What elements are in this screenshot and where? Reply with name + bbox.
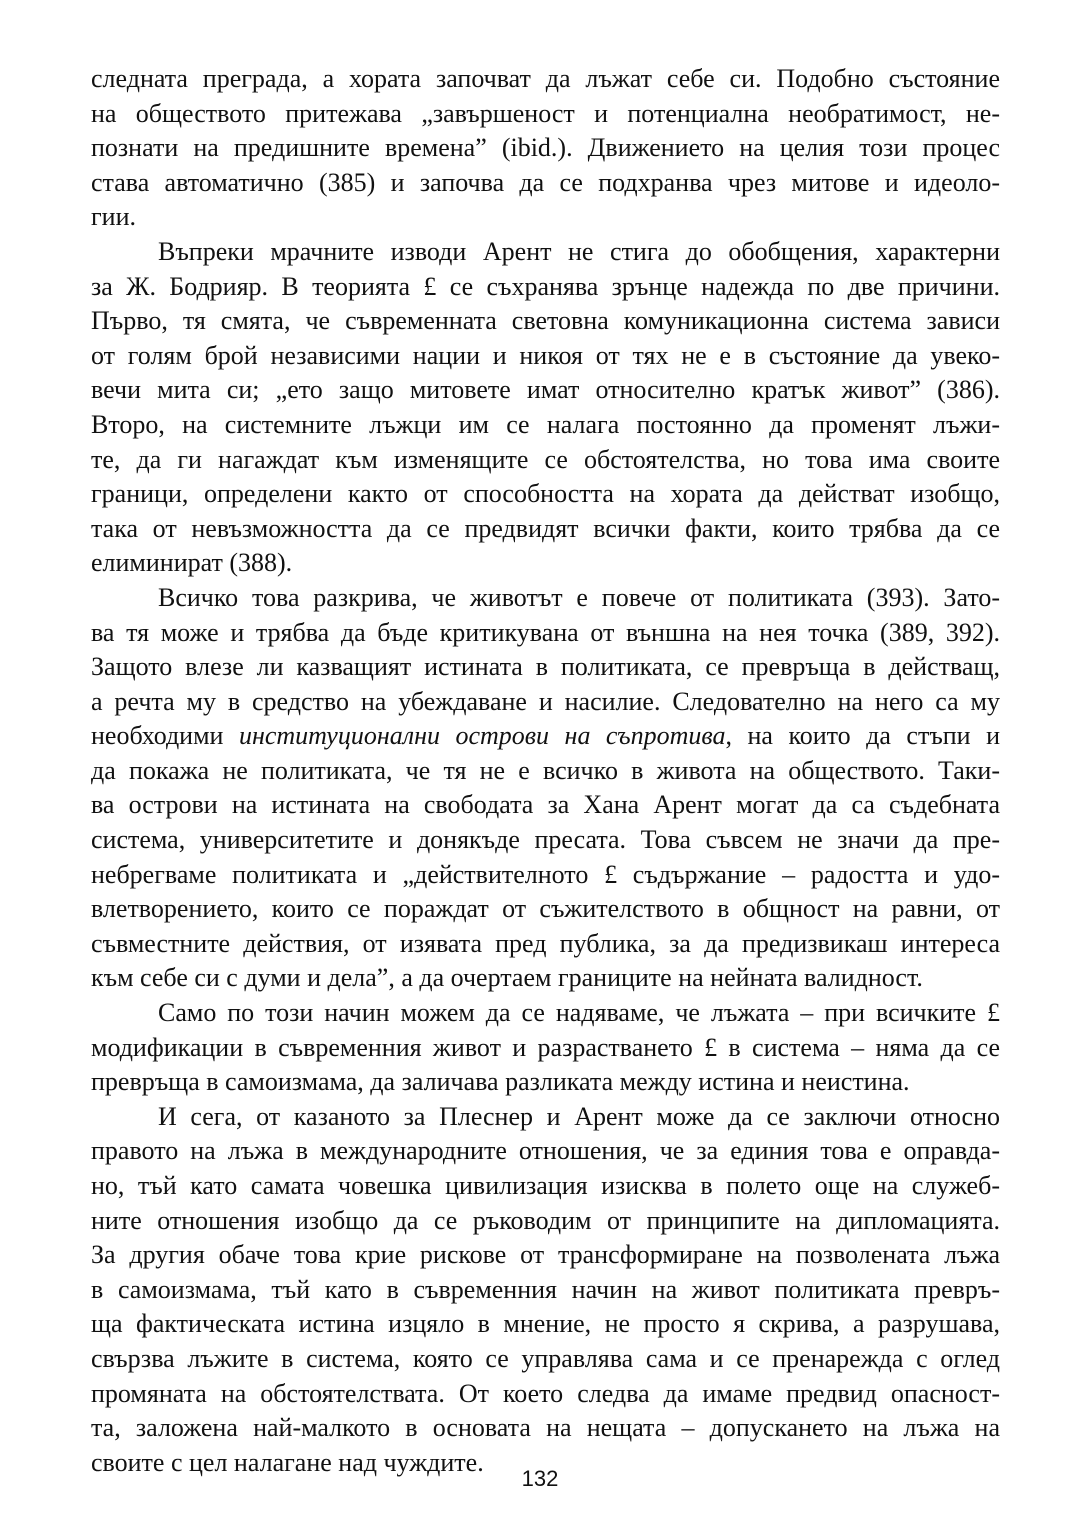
text-run: ва тя може и трябва да бъде критикувана от външна на нея точка (389, 392). (91, 617, 1000, 647)
text-line (91, 927, 1000, 962)
text-run: небрегваме политиката и „действителното £ съдържание – радостта и удо- (91, 859, 1000, 889)
text-line (91, 858, 1000, 893)
text-run: гии. (91, 202, 136, 232)
text-run: вечи мита си; „ето защо митовете имат относително кратък живот” (386). (91, 375, 1000, 405)
text-line (91, 1307, 1000, 1342)
text-line (91, 546, 1000, 581)
text-line (91, 373, 1000, 408)
text-run: необходими (91, 721, 239, 751)
text-run: Второ, на системните лъжци им се налага постоянно да променят лъжи- (91, 409, 1000, 439)
text-run: Първо, тя смята, че съвременната световна комуникационна система зависи (91, 306, 1000, 336)
text-line (91, 270, 1000, 305)
text-line (91, 339, 1000, 374)
text-line (91, 961, 1000, 996)
text-line (91, 1100, 1000, 1135)
text-run: елиминират (388). (91, 548, 293, 578)
text-line (91, 823, 1000, 858)
text-line (91, 650, 1000, 685)
text-run: Всичко това разкрива, че животът е повече от политиката (393). Зато- (158, 582, 1000, 612)
text-run: превръща в самоизмама, да заличава разликата между истина и неистина. (91, 1067, 910, 1097)
text-line (91, 1342, 1000, 1377)
text-line (91, 1065, 1000, 1100)
text-run: Само по този начин можем да се надяваме, че лъжата – при всичките £ (158, 998, 1000, 1028)
text-line (91, 235, 1000, 270)
text-line (91, 996, 1000, 1031)
text-line (91, 97, 1000, 132)
text-line (91, 616, 1000, 651)
text-line (91, 443, 1000, 478)
text-run: правото на лъжа в международните отношения, че за единия това е оправда- (91, 1136, 1000, 1166)
paragraph (91, 1100, 1000, 1481)
text-line (91, 62, 1000, 97)
text-run: , на които да стъпи и (725, 721, 1000, 751)
text-line (91, 1134, 1000, 1169)
text-line (91, 304, 1000, 339)
text-run: своите с цел налагане над чуждите. (91, 1447, 484, 1477)
text-run: да покажа не политиката, че тя не е всичко в живота на обществото. Таки- (91, 755, 1000, 785)
body-text (91, 62, 1000, 1480)
paragraph (91, 996, 1000, 1100)
text-run: така от невъзможността да се предвидят всички факти, които трябва да се (91, 513, 1000, 543)
text-run: граници, определени както от способността на хората да действат изобщо, (91, 479, 1000, 509)
page-number: 132 (521, 1466, 559, 1491)
text-run: свързва лъжите в система, която се управлява сама и се пренарежда с оглед (91, 1343, 1000, 1373)
text-run: от голям брой независими нации и никоя от тях не е в състояние да увеко- (91, 340, 1000, 370)
text-run: става автоматично (385) и започва да се подхранва чрез митове и идеоло- (91, 167, 1000, 197)
paragraph (91, 235, 1000, 581)
text-line (91, 1238, 1000, 1273)
text-run: ните отношения изобщо да се ръководим от принципите на дипломацията. (91, 1205, 1000, 1235)
text-run: към себе си с думи и дела”, а да очертаем границите на нейната валидност. (91, 963, 923, 993)
text-line (91, 166, 1000, 201)
text-line (91, 200, 1000, 235)
text-line (91, 788, 1000, 823)
text-run: та, заложена най-малкото в основата на нещата – допускането на лъжа на (91, 1413, 1000, 1443)
text-run: ща фактическата истина изцяло в мнение, не просто я скрива, а разрушава, (91, 1309, 1000, 1339)
paragraph (91, 581, 1000, 996)
text-run: ва острови на истината на свободата за Хана Арент могат да са съдебната (91, 790, 1000, 820)
text-run: познати на предишните времена” (ibid.). Движението на целия този процес (91, 133, 1000, 163)
text-run: в самоизмама, тъй като в съвременния начин на живот политиката превръ- (91, 1274, 1000, 1304)
text-line (91, 685, 1000, 720)
text-line (91, 754, 1000, 789)
text-line (91, 408, 1000, 443)
text-run: на обществото притежава „завършеност и потенциална необратимост, не- (91, 98, 1000, 128)
text-run: система, университетите и донякъде пресата. Това съвсем не значи да пре- (91, 825, 1000, 855)
text-line (91, 719, 1000, 754)
paragraph (91, 62, 1000, 235)
text-run: съвместните действия, от изявата пред публика, за да предизвикаш интереса (91, 928, 1000, 958)
text-line (91, 1273, 1000, 1308)
text-line (91, 581, 1000, 616)
text-line (91, 1411, 1000, 1446)
text-run: модификации в съвременния живот и разрастването £ в система – няма да се (91, 1032, 1000, 1062)
text-run: И сега, от казаното за Плеснер и Арент може да се заключи относно (158, 1101, 1000, 1131)
text-line (91, 1204, 1000, 1239)
text-line (91, 477, 1000, 512)
text-line (91, 512, 1000, 547)
text-line (91, 131, 1000, 166)
italic-phrase: институционални острови на съпротива (238, 721, 726, 751)
text-run: За другия обаче това крие рискове от трансформиране на позволената лъжа (91, 1240, 1000, 1270)
text-run: а речта му в средство на убеждаване и насилие. Следователно на него са му (91, 686, 1000, 716)
text-run: влетворението, които се пораждат от съжителството в общност на равни, от (91, 894, 1000, 924)
text-run: промяната на обстоятелствата. От което следва да имаме предвид опасност- (91, 1378, 1000, 1408)
text-run: следната преграда, а хората започват да лъжат себе си. Подобно състояние (91, 64, 1000, 93)
text-run: те, да ги нагаждат към изменящите се обстоятелства, но това има своите (91, 444, 1000, 474)
text-line (91, 1169, 1000, 1204)
text-run: Защото влезе ли казващият истината в политиката, се превръща в действащ, (91, 652, 1000, 682)
text-run: Въпреки мрачните изводи Арент не стига до обобщения, характерни (158, 236, 1000, 266)
text-line (91, 1031, 1000, 1066)
text-run: но, тъй като самата човешка цивилизация изисква в полето още на служеб- (91, 1171, 1000, 1200)
text-line (91, 892, 1000, 927)
text-run: за Ж. Бодрияр. В теорията £ се съхранява зрънце надежда по две причини. (91, 271, 1000, 301)
text-line (91, 1377, 1000, 1412)
